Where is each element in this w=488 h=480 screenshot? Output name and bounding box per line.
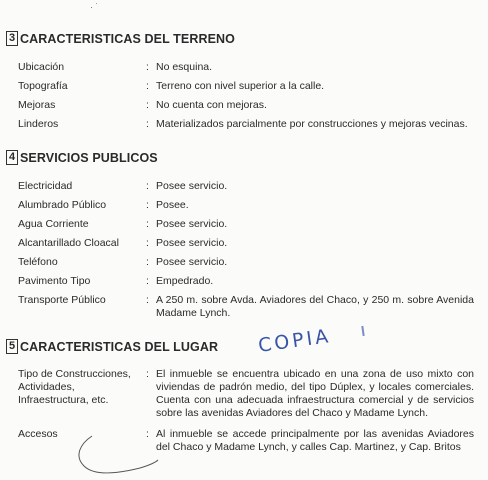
field-label: Mejoras: [18, 99, 56, 111]
field-value: Posee servicio.: [156, 256, 228, 268]
field-label: Accesos: [18, 428, 58, 440]
section-number-box: 3: [6, 31, 18, 46]
field-colon: :: [146, 256, 149, 268]
field-colon: :: [146, 294, 149, 306]
field-value: Al inmueble se accede principalmente por las avenidas Aviadores del Chaco y Madame Lynch, y calles Cap. Martinez, y Cap. Britos: [156, 428, 474, 453]
field-value: No esquina.: [156, 61, 213, 73]
section-number-box: 4: [6, 150, 18, 165]
field-value: El inmueble se encuentra ubicado en una zona de uso mixto con viviendas de padrón medio, del tipo Dúplex, y locales comerciales. Cuenta con una adecuada infraestructura comercial y de servicios sobre las avenidas Aviadores del Chaco y Madame Lynch.: [156, 368, 474, 419]
field-value: Posee servicio.: [156, 237, 228, 249]
field-colon: :: [146, 61, 149, 73]
field-label: Teléfono: [18, 256, 58, 268]
field-label: Alcantarillado Cloacal: [18, 237, 119, 249]
field-value: Posee.: [156, 199, 189, 211]
field-value: Terreno con nivel superior a la calle.: [156, 80, 325, 92]
section-lugar-heading: [6, 339, 218, 354]
field-colon: :: [146, 180, 149, 192]
field-colon: :: [146, 199, 149, 211]
field-colon: :: [146, 118, 149, 130]
field-colon: :: [146, 80, 149, 92]
section-servicios-heading: [6, 150, 158, 165]
field-label: Agua Corriente: [18, 218, 89, 230]
field-colon: :: [146, 99, 149, 111]
field-colon: :: [146, 368, 149, 380]
signature-scribble: [70, 432, 160, 478]
copia-stamp: COPIA: [256, 325, 333, 357]
field-value: Posee servicio.: [156, 180, 228, 192]
field-label: Transporte Público: [18, 294, 106, 306]
field-colon: :: [146, 237, 149, 249]
field-colon: :: [146, 275, 149, 287]
field-value: Materializados parcialmente por construcciones y mejoras vecinas.: [156, 118, 468, 130]
field-label: Tipo de Construcciones, Actividades, Infraestructura, etc.: [18, 368, 131, 406]
field-label: Topografía: [18, 80, 68, 92]
field-label: Linderos: [18, 118, 59, 130]
section-title: CARACTERISTICAS DEL TERRENO: [20, 31, 235, 46]
field-colon: :: [146, 218, 149, 230]
field-value: Posee servicio.: [156, 218, 228, 230]
section-title: CARACTERISTICAS DEL LUGAR: [20, 339, 219, 354]
field-value: Empedrado.: [156, 275, 214, 287]
section-terreno-heading: [6, 31, 235, 46]
field-colon: :: [146, 428, 149, 440]
field-value: A 250 m. sobre Avda. Aviadores del Chaco, y 250 m. sobre Avenida Madame Lynch.: [156, 294, 474, 319]
section-title: SERVICIOS PUBLICOS: [20, 150, 158, 165]
field-label: Pavimento Tipo: [18, 275, 91, 287]
field-label: Electricidad: [18, 180, 73, 192]
section-number-box: 5: [6, 339, 18, 354]
field-label: Alumbrado Público: [18, 199, 107, 211]
stamp-mark: [361, 326, 364, 336]
field-label: Ubicación: [18, 61, 65, 73]
scan-specks: · ˙: [90, 2, 99, 12]
field-value: No cuenta con mejoras.: [156, 99, 267, 111]
